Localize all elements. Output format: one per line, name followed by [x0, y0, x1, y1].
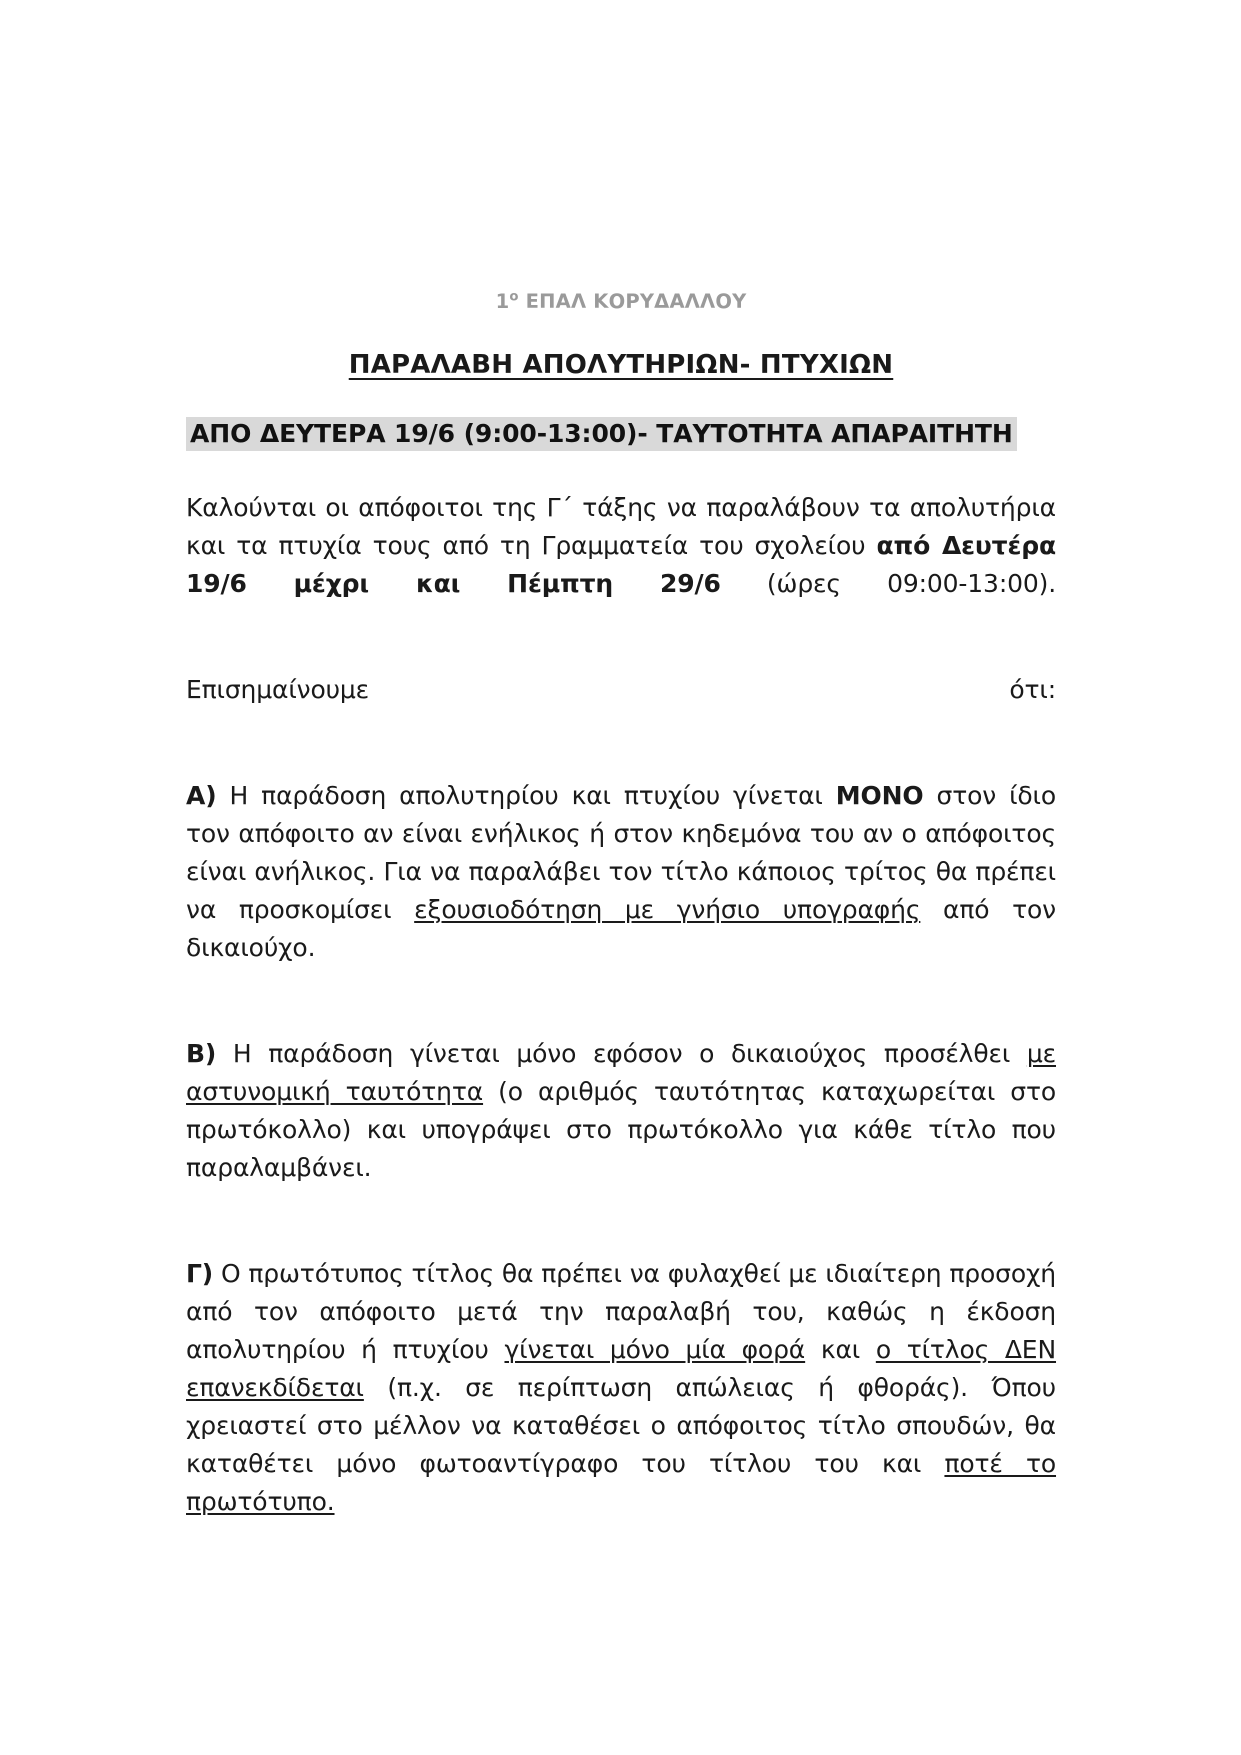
school-name-ordinal-marker: ο — [509, 289, 519, 305]
paragraph-a-part-3: από τον δικαιούχο. — [186, 895, 1056, 963]
highlighted-notice-text: ΑΠΟ ΔΕΥΤΕΡΑ 19/6 (9:00-13:00)- ΤΑΥΤΟΤΗΤΑ ΑΠΑΡΑΙΤΗΤΗ — [186, 417, 1017, 451]
intro-part-1: Καλούνται οι απόφοιτοι της Γ΄ τάξης να παραλάβουν τα απολυτήρια και τα πτυχία τους από τη Γραμματεία του σχολείου — [186, 493, 1056, 561]
page-title — [186, 349, 1056, 382]
paragraph-b-label: Β) — [186, 1039, 217, 1069]
paragraph-c-part-3: (π.χ. σε περίπτωση απώλειας ή φθοράς). Όπου χρειαστεί στο μέλλον να καταθέσει ο απόφοιτος τίτλο σπουδών, θα καταθέτει μόνο φωτοαντίγραφο του τίτλου του και — [186, 1373, 1056, 1479]
paragraph-a-bold-mono: ΜΟΝΟ — [835, 781, 924, 811]
paragraph-b — [186, 1035, 1056, 1225]
intro-part-2: (ώρες 09:00-13:00). — [720, 569, 1056, 599]
paragraph-b-part-1: Η παράδοση γίνεται μόνο εφόσον ο δικαιούχος προσέλθει — [216, 1039, 1027, 1069]
paragraph-c — [186, 1255, 1056, 1559]
paragraph-a-label: Α) — [186, 781, 217, 811]
paragraph-a-underlined: εξουσιοδότηση με γνήσιο υπογραφής — [414, 895, 921, 925]
paragraph-c-underlined-3: ποτέ το πρωτότυπο. — [186, 1449, 1057, 1517]
paragraph-b-underlined: με αστυνομική ταυτότητα — [186, 1039, 1056, 1107]
paragraph-a-part-2: στον ίδιο τον απόφοιτο αν είναι ενήλικος ή στον κηδεμόνα του αν ο απόφοιτος είναι ανήλικος. Για να παραλάβει τον τίτλο κάποιος τρίτος θα πρέπει να προσκομίσει — [186, 781, 1056, 925]
intro-bold-dates: από Δευτέρα 19/6 μέχρι και Πέμπτη 29/6 — [186, 531, 1056, 599]
document-content — [186, 290, 1056, 1559]
school-name-rest: ΕΠΑΛ ΚΟΡΥΔΑΛΛΟΥ — [518, 290, 747, 313]
paragraph-b-part-2: (ο αριθμός ταυτότητας καταχωρείται στο πρωτόκολλο) και υπογράψει στο πρωτόκολλο για κάθε τίτλο που παραλαμβάνει. — [186, 1077, 1057, 1183]
paragraph-c-underlined-1: γίνεται μόνο μία φορά — [504, 1335, 806, 1365]
school-name-prefix: 1 — [495, 290, 510, 313]
paragraph-c-label: Γ) — [186, 1259, 214, 1289]
paragraph-c-underlined-2: ο τίτλος ΔΕΝ επανεκδίδεται — [186, 1335, 1057, 1403]
school-name-header — [186, 290, 1056, 313]
intro-paragraph — [186, 489, 1056, 641]
page-title-text: ΠΑΡΑΛΑΒΗ ΑΠΟΛΥΤΗΡΙΩΝ- ΠΤΥΧΙΩΝ — [348, 350, 894, 381]
highlighted-notice-line — [186, 416, 1056, 452]
paragraph-a — [186, 777, 1056, 1005]
paragraph-a-part-1: Η παράδοση απολυτηρίου και πτυχίου γίνεται — [216, 781, 836, 811]
note-line: Επισημαίνουμε ότι: — [186, 675, 1056, 705]
paragraph-c-part-1: Ο πρωτότυπος τίτλος θα πρέπει να φυλαχθεί με ιδιαίτερη προσοχή από τον απόφοιτο μετά την παραλαβή του, καθώς η έκδοση απολυτηρίου ή πτυχίου — [186, 1259, 1056, 1365]
paragraph-c-part-2: και — [805, 1335, 876, 1365]
